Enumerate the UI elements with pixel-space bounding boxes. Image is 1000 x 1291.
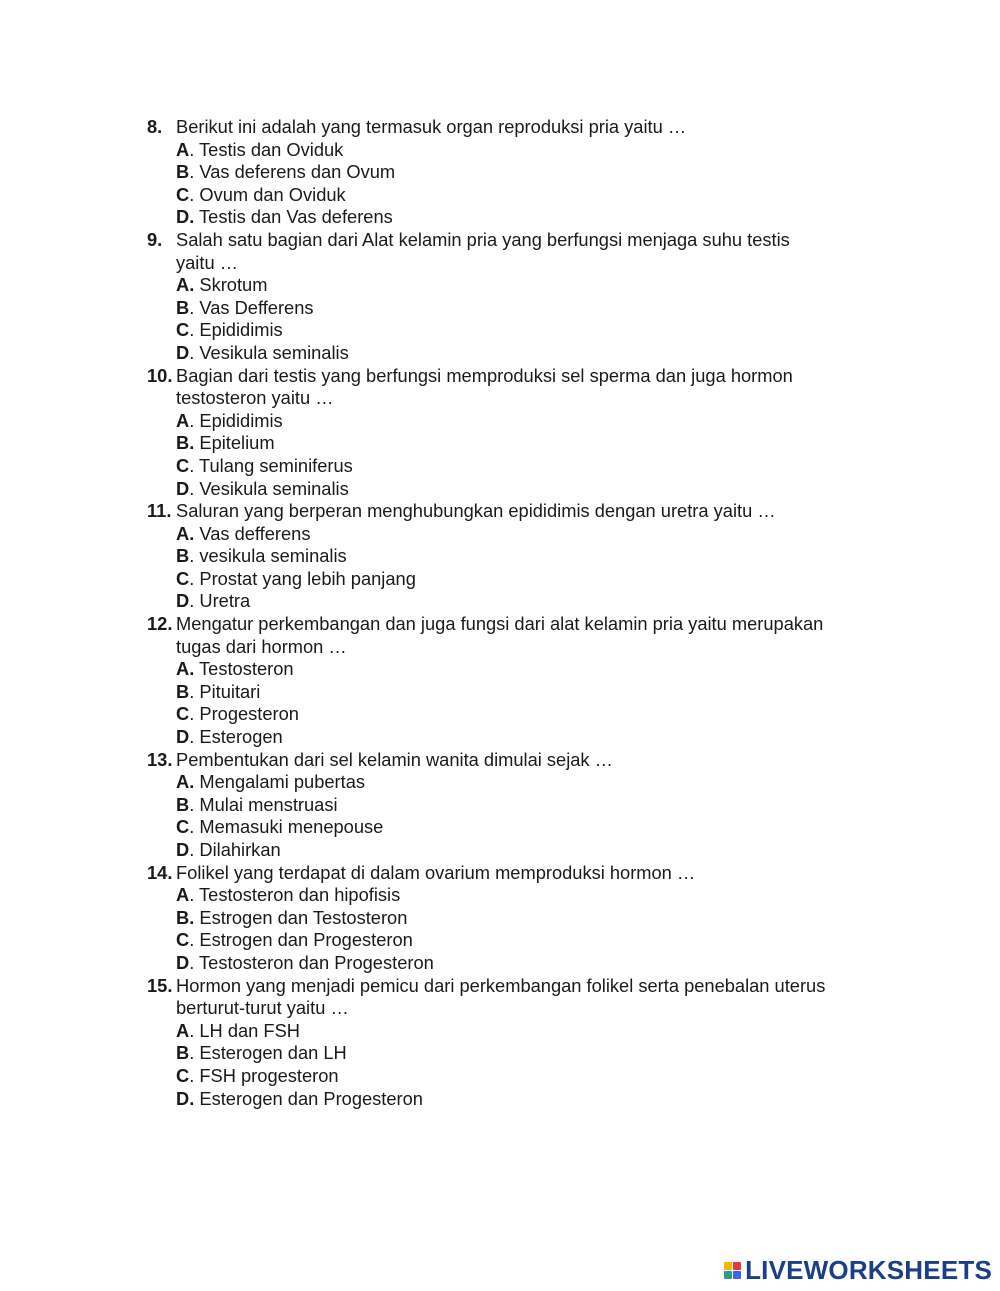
question-item — [147, 365, 877, 501]
option-text: Dilahirkan — [199, 839, 281, 860]
option-text: Esterogen dan Progesteron — [199, 1087, 423, 1109]
option-letter: B — [176, 161, 190, 183]
option-letter: C — [176, 816, 190, 838]
option-text: Vas deferens dan Ovum — [199, 161, 396, 183]
option-text: Estrogen dan Testosteron — [199, 906, 408, 928]
option-text: Vas defferens — [199, 522, 311, 544]
option-text: Testosteron dan hipofisis — [199, 884, 401, 906]
option-letter: B. — [176, 906, 195, 928]
option-letter: C — [176, 567, 190, 589]
question-item — [147, 613, 877, 749]
option-separator: . — [189, 884, 200, 906]
question-stem — [147, 500, 877, 523]
liveworksheets-logo-icon — [724, 1262, 741, 1279]
answer-option — [176, 206, 877, 229]
option-text: Pituitari — [199, 680, 261, 702]
question-text: Salah satu bagian dari Alat kelamin pria yang berfungsi menjaga suhu testis yaitu … — [176, 228, 790, 273]
option-separator: . — [189, 793, 200, 815]
option-text: Mengalami pubertas — [199, 771, 366, 793]
option-separator: . — [189, 409, 200, 431]
question-text: Mengatur perkembangan dan juga fungsi dari alat kelamin pria yaitu merupakan tugas dari hormon … — [176, 613, 824, 657]
option-separator: . — [189, 319, 200, 341]
option-letter: C — [176, 703, 190, 725]
answer-option — [176, 478, 877, 501]
question-item — [147, 229, 877, 365]
option-text: Epididimis — [199, 319, 283, 341]
question-item — [147, 975, 877, 1111]
question-item — [147, 749, 877, 862]
answer-option — [176, 342, 877, 365]
question-item — [147, 862, 877, 975]
answer-option — [176, 139, 877, 162]
question-stem — [147, 229, 877, 274]
option-letter: A — [176, 409, 190, 431]
option-text: Mulai menstruasi — [199, 793, 338, 815]
answer-option — [176, 274, 877, 297]
option-text: Prostat yang lebih panjang — [199, 567, 416, 589]
answer-option — [176, 319, 877, 342]
logo-tile-4 — [733, 1271, 741, 1279]
option-letter: B — [176, 680, 190, 702]
question-text: Berikut ini adalah yang termasuk organ reproduksi pria yaitu … — [176, 116, 687, 137]
option-separator: . — [189, 680, 200, 702]
question-number: 10. — [147, 364, 173, 386]
option-separator: . — [189, 929, 200, 951]
answer-option — [176, 1020, 877, 1043]
answer-option — [176, 161, 877, 184]
answer-option — [176, 839, 877, 862]
answer-option — [176, 432, 877, 455]
option-separator: . — [189, 951, 200, 973]
option-letter: D. — [176, 1087, 195, 1109]
question-stem — [147, 116, 877, 139]
option-letter: B — [176, 1042, 190, 1064]
option-text: Testis dan Vas deferens — [199, 206, 393, 228]
option-letter: D — [176, 477, 190, 499]
question-number: 15. — [147, 974, 173, 996]
question-item — [147, 500, 877, 613]
option-text: Vesikula seminalis — [199, 341, 349, 363]
option-text: Progesteron — [199, 703, 299, 725]
option-separator: . — [189, 454, 200, 476]
option-letter: A. — [176, 274, 195, 296]
option-text: Testosteron dan Progesteron — [199, 951, 434, 973]
option-letter: C — [176, 1064, 190, 1086]
option-separator: . — [189, 545, 200, 567]
option-letter: A. — [176, 658, 195, 680]
question-text: Hormon yang menjadi pemicu dari perkembangan folikel serta penebalan uterus berturut-turut yaitu … — [176, 974, 826, 1019]
answer-option — [176, 907, 877, 930]
answer-options — [147, 410, 877, 500]
option-letter: C — [176, 454, 190, 476]
option-separator: . — [189, 726, 200, 748]
option-text: Ovum dan Oviduk — [199, 183, 346, 205]
question-stem — [147, 862, 877, 885]
answer-option — [176, 297, 877, 320]
answer-option — [176, 545, 877, 568]
option-letter: D — [176, 951, 190, 973]
option-letter: A. — [176, 771, 195, 793]
option-separator: . — [189, 1064, 200, 1086]
answer-option — [176, 726, 877, 749]
question-text: Folikel yang terdapat di dalam ovarium memproduksi hormon … — [176, 861, 696, 883]
logo-tile-1 — [724, 1262, 732, 1270]
answer-option — [176, 1042, 877, 1065]
answer-option — [176, 410, 877, 433]
option-letter: A — [176, 1019, 190, 1041]
option-text: Esterogen — [199, 726, 283, 748]
option-letter: B — [176, 545, 190, 567]
option-text: Esterogen dan LH — [199, 1042, 347, 1064]
answer-options — [147, 771, 877, 861]
answer-option — [176, 658, 877, 681]
option-separator: . — [189, 138, 200, 160]
answer-option — [176, 681, 877, 704]
question-stem — [147, 613, 877, 658]
option-letter: A — [176, 138, 190, 160]
option-letter: B. — [176, 432, 195, 454]
option-separator: . — [189, 839, 200, 860]
option-separator: . — [189, 477, 200, 499]
option-text: Skrotum — [199, 274, 268, 296]
option-letter: D — [176, 839, 190, 860]
option-letter: B — [176, 793, 190, 815]
option-separator: . — [189, 183, 200, 205]
option-letter: B — [176, 296, 190, 318]
question-list — [147, 116, 877, 1110]
answer-option — [176, 1065, 877, 1088]
answer-options — [147, 1020, 877, 1110]
question-stem — [147, 365, 877, 410]
question-text: Bagian dari testis yang berfungsi memproduksi sel sperma dan juga hormon testosteron yaitu … — [176, 364, 793, 409]
answer-option — [176, 952, 877, 975]
answer-options — [147, 139, 877, 229]
option-letter: C — [176, 929, 190, 951]
option-letter: A. — [176, 522, 195, 544]
option-text: Estrogen dan Progesteron — [199, 929, 413, 951]
answer-option — [176, 703, 877, 726]
option-separator: . — [189, 296, 200, 318]
option-text: vesikula seminalis — [199, 545, 347, 567]
answer-option — [176, 884, 877, 907]
answer-option — [176, 568, 877, 591]
answer-options — [147, 274, 877, 364]
question-number: 9. — [147, 228, 163, 250]
option-text: LH dan FSH — [199, 1019, 300, 1041]
option-letter: D — [176, 590, 190, 612]
liveworksheets-wordmark: LIVEWORKSHEETS — [745, 1255, 992, 1285]
question-number: 11. — [147, 500, 172, 522]
answer-options — [147, 523, 877, 613]
answer-option — [176, 523, 877, 546]
option-letter: A — [176, 884, 190, 906]
option-separator: . — [189, 161, 200, 183]
question-number: 13. — [147, 748, 173, 770]
answer-option — [176, 816, 877, 839]
answer-option — [176, 590, 877, 613]
question-text: Saluran yang berperan menghubungkan epididimis dengan uretra yaitu … — [176, 500, 776, 522]
question-item — [147, 116, 877, 229]
option-text: Testosteron — [199, 658, 294, 680]
logo-tile-2 — [733, 1262, 741, 1270]
option-letter: D — [176, 726, 190, 748]
answer-option — [176, 184, 877, 207]
answer-options — [147, 884, 877, 974]
option-text: Uretra — [199, 590, 251, 612]
option-text: Epididimis — [199, 409, 283, 431]
answer-option — [176, 794, 877, 817]
question-stem — [147, 749, 877, 772]
liveworksheets-branding — [724, 1256, 992, 1284]
option-text: Vas Defferens — [199, 296, 314, 318]
answer-option — [176, 771, 877, 794]
option-letter: D — [176, 341, 190, 363]
option-separator: . — [189, 590, 200, 612]
question-number: 12. — [147, 613, 173, 635]
question-number: 8. — [147, 116, 163, 137]
answer-option — [176, 1088, 877, 1111]
option-text: Vesikula seminalis — [199, 477, 349, 499]
answer-option — [176, 455, 877, 478]
option-separator: . — [189, 816, 200, 838]
question-text: Pembentukan dari sel kelamin wanita dimulai sejak … — [176, 748, 613, 770]
logo-tile-3 — [724, 1271, 732, 1279]
option-letter: D. — [176, 206, 195, 228]
option-text: Epitelium — [199, 432, 275, 454]
answer-option — [176, 929, 877, 952]
option-letter: C — [176, 183, 190, 205]
option-text: FSH progesteron — [199, 1064, 339, 1086]
question-stem — [147, 975, 877, 1020]
option-separator: . — [189, 1042, 200, 1064]
option-text: Testis dan Oviduk — [199, 138, 344, 160]
option-separator: . — [189, 703, 200, 725]
option-separator: . — [189, 567, 200, 589]
option-separator: . — [189, 341, 200, 363]
option-text: Tulang seminiferus — [199, 454, 353, 476]
option-separator: . — [189, 1019, 200, 1041]
option-letter: C — [176, 319, 190, 341]
option-text: Memasuki menepouse — [199, 816, 384, 838]
question-number: 14. — [147, 861, 173, 883]
answer-options — [147, 658, 877, 748]
